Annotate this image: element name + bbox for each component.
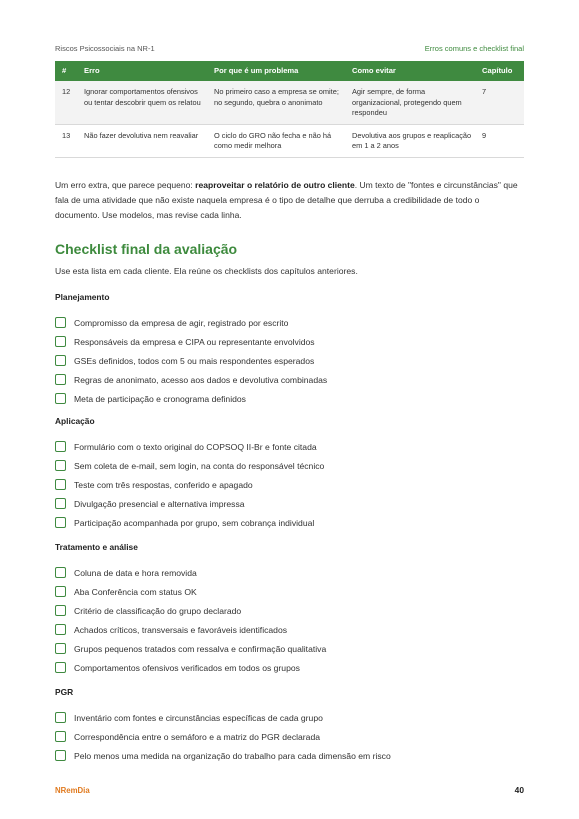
checklist-item[interactable] xyxy=(55,335,315,348)
checklist-item[interactable] xyxy=(55,730,320,743)
checklist-item-label: Comportamentos ofensivos verificados em todos os grupos xyxy=(74,662,300,673)
checklist-item[interactable] xyxy=(55,440,317,453)
checklist-item-label: Participação acompanhada por grupo, sem cobrança individual xyxy=(74,517,315,528)
checklist-item-label: Pelo menos uma medida na organização do trabalho para cada dimensão em risco xyxy=(74,750,391,761)
cell-error: Ignorar comportamentos ofensivos ou tentar descobrir quem os relatou xyxy=(84,87,201,107)
footer-brand: NRemDia xyxy=(55,786,90,795)
checklist-item-label: Meta de participação e cronograma definidos xyxy=(74,393,246,404)
checkbox-icon[interactable] xyxy=(55,479,66,490)
paragraph-rest: . Um texto de "fontes e circunstâncias" que fala de uma atividade que não existe naquela empresa é o tipo de detalhe que derruba a credibilidade de todo o documento. Use modelos, mas revise cada linha. xyxy=(55,180,518,220)
checkbox-icon[interactable] xyxy=(55,624,66,635)
column-header-why: Por que é um problema xyxy=(214,65,299,75)
checklist-item-label: Critério de classificação do grupo declarado xyxy=(74,605,242,616)
running-header xyxy=(55,44,524,56)
section-label-aplicacao: Aplicação xyxy=(55,416,95,426)
column-header-number: # xyxy=(62,65,67,75)
checklist-item[interactable] xyxy=(55,642,326,655)
cell-error: Não fazer devolutiva nem reavaliar xyxy=(84,130,199,140)
checkbox-icon[interactable] xyxy=(55,662,66,673)
checkbox-icon[interactable] xyxy=(55,643,66,654)
checklist-item-label: Responsáveis da empresa e CIPA ou representante envolvidos xyxy=(74,336,315,347)
checkbox-icon[interactable] xyxy=(55,460,66,471)
section-label-pgr: PGR xyxy=(55,687,74,697)
cell-how: Devolutiva aos grupos e reaplicação em 1 a 2 anos xyxy=(352,130,472,150)
checklist-item[interactable] xyxy=(55,585,197,598)
table-row xyxy=(55,81,524,124)
checklist-item[interactable] xyxy=(55,661,300,674)
cell-chapter: 7 xyxy=(482,87,487,96)
checklist-item-label: GSEs definidos, todos com 5 ou mais respondentes esperados xyxy=(74,355,315,366)
checkbox-icon[interactable] xyxy=(55,393,66,404)
column-header-how: Como evitar xyxy=(352,65,396,75)
cell-how: Agir sempre, de forma organizacional, protegendo quem respondeu xyxy=(352,87,462,117)
cell-why: O ciclo do GRO não fecha e não há como medir melhora xyxy=(214,130,332,150)
checkbox-icon[interactable] xyxy=(55,731,66,742)
checklist-item[interactable] xyxy=(55,373,327,386)
checklist-item[interactable] xyxy=(55,459,324,472)
checkbox-icon[interactable] xyxy=(55,374,66,385)
checkbox-icon[interactable] xyxy=(55,567,66,578)
checklist-item-label: Divulgação presencial e alternativa impressa xyxy=(74,498,245,509)
checklist-item-label: Teste com três respostas, conferido e apagado xyxy=(74,479,253,490)
cell-why: No primeiro caso a empresa se omite; no segundo, quebra o anonimato xyxy=(214,87,339,107)
checklist-item-label: Formulário com o texto original do COPSOQ II-Br e fonte citada xyxy=(74,441,317,452)
checklist-item[interactable] xyxy=(55,392,246,405)
checkbox-icon[interactable] xyxy=(55,586,66,597)
checklist-item-label: Coluna de data e hora removida xyxy=(74,567,197,578)
cell-chapter: 9 xyxy=(482,130,487,140)
page-number: 40 xyxy=(514,785,524,795)
checklist-item-label: Grupos pequenos tratados com ressalva e confirmação qualitativa xyxy=(74,643,327,654)
checklist-item[interactable] xyxy=(55,478,253,491)
extra-error-paragraph xyxy=(55,178,525,223)
paragraph-emphasis: reaproveitar o relatório de outro cliente xyxy=(195,180,355,190)
checklist-item-label: Aba Conferência com status OK xyxy=(74,586,197,597)
checkbox-icon[interactable] xyxy=(55,750,66,761)
table-row xyxy=(55,124,524,157)
checkbox-icon[interactable] xyxy=(55,355,66,366)
section-label-tratamento: Tratamento e análise xyxy=(55,542,138,552)
table-header-row xyxy=(55,61,524,81)
checklist-item[interactable] xyxy=(55,711,323,724)
checkbox-icon[interactable] xyxy=(55,517,66,528)
checklist-item-label: Correspondência entre o semáforo e a matriz do PGR declarada xyxy=(74,731,321,742)
checklist-intro: Use esta lista em cada cliente. Ela reúne os checklists dos capítulos anteriores. xyxy=(55,266,358,276)
paragraph-lead: Um erro extra, que parece pequeno: xyxy=(55,180,196,190)
checkbox-icon[interactable] xyxy=(55,712,66,723)
cell-number: 13 xyxy=(62,130,71,140)
checklist-item-label: Sem coleta de e-mail, sem login, na conta do responsável técnico xyxy=(74,460,325,471)
running-header-title: Riscos Psicossociais na NR-1 xyxy=(55,44,155,53)
checklist-item[interactable] xyxy=(55,316,288,329)
checkbox-icon[interactable] xyxy=(55,336,66,347)
checklist-item[interactable] xyxy=(55,623,287,636)
checklist-item-label: Inventário com fontes e circunstâncias específicas de cada grupo xyxy=(74,712,323,723)
checklist-item[interactable] xyxy=(55,516,314,529)
checklist-item[interactable] xyxy=(55,749,391,762)
section-label-planejamento: Planejamento xyxy=(55,292,110,302)
column-header-chapter: Capítulo xyxy=(482,65,513,75)
running-header-section: Erros comuns e checklist final xyxy=(424,44,524,53)
errors-table xyxy=(55,61,524,158)
checkbox-icon[interactable] xyxy=(55,441,66,452)
checklist-item[interactable] xyxy=(55,604,241,617)
checklist-item-label: Compromisso da empresa de agir, registrado por escrito xyxy=(74,317,289,328)
checklist-item[interactable] xyxy=(55,354,314,367)
checklist-item[interactable] xyxy=(55,566,197,579)
checklist-item[interactable] xyxy=(55,497,245,510)
column-header-error: Erro xyxy=(84,65,100,75)
cell-number: 12 xyxy=(62,87,71,96)
checklist-item-label: Regras de anonimato, acesso aos dados e devolutiva combinadas xyxy=(74,374,328,385)
checklist-item-label: Achados críticos, transversais e favoráveis identificados xyxy=(74,624,288,635)
checklist-heading: Checklist final da avaliação xyxy=(55,241,238,257)
checkbox-icon[interactable] xyxy=(55,605,66,616)
checkbox-icon[interactable] xyxy=(55,498,66,509)
checkbox-icon[interactable] xyxy=(55,317,66,328)
